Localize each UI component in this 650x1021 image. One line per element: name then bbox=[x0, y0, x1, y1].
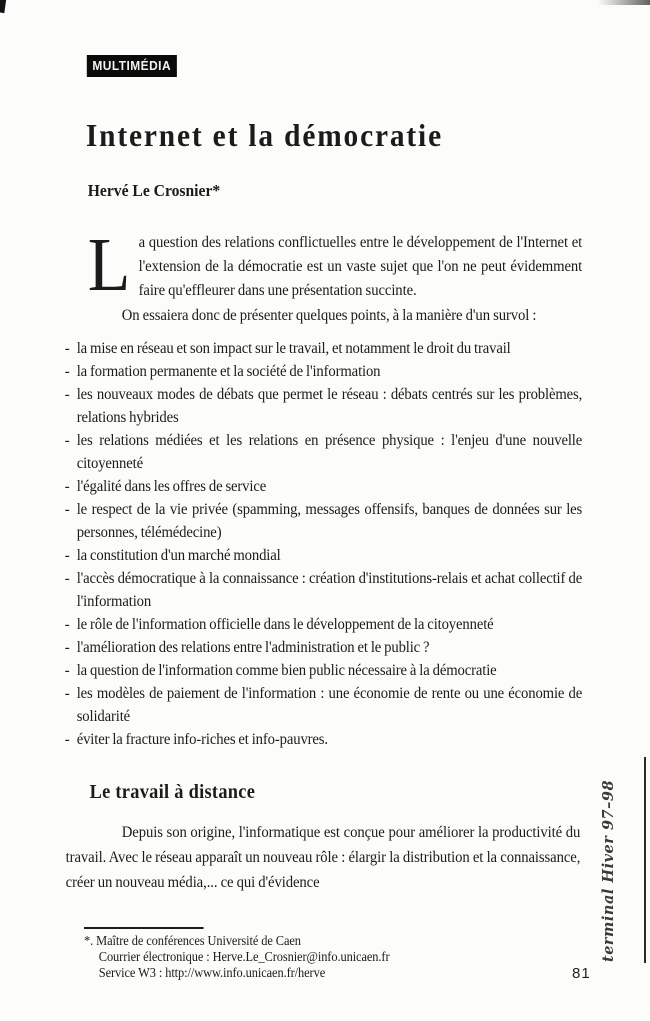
dash-bullet: - bbox=[64, 501, 70, 518]
topics-list bbox=[62, 337, 582, 751]
list-item-text: les relations médiées et les relations en présence physique : l'enjeu d'une nouvelle citoyenneté bbox=[76, 432, 583, 472]
list-item-text: la question de l'information comme bien public nécessaire à la démocratie bbox=[76, 662, 497, 679]
intro-paragraph-text: a question des relations conflictuelles entre le développement de l'Internet et l'extension de la démocratie est un vaste sujet que l'on ne peut évidemment faire qu'effleurer dans une présentation succinte. bbox=[138, 234, 583, 299]
dash-bullet: - bbox=[64, 731, 70, 748]
dash-bullet: - bbox=[64, 639, 70, 656]
intro-paragraph bbox=[87, 223, 583, 307]
page-number: 81 bbox=[572, 965, 591, 982]
list-item bbox=[62, 659, 582, 682]
list-item bbox=[62, 636, 582, 659]
dash-bullet: - bbox=[64, 340, 70, 357]
list-item-text: l'accès démocratique à la connaissance : création d'institutions-relais et achat collectif de l'information bbox=[76, 570, 583, 610]
journal-side-label: terminal Hiver 97–98 bbox=[600, 779, 617, 962]
list-item-text: la mise en réseau et son impact sur le travail, et notamment le droit du travail bbox=[76, 340, 511, 357]
list-item-text: la formation permanente et la société de l'information bbox=[76, 363, 381, 380]
list-item bbox=[62, 728, 582, 751]
rubric-badge: MULTIMÉDIA bbox=[87, 55, 177, 77]
dash-bullet: - bbox=[64, 570, 70, 587]
dash-bullet: - bbox=[64, 662, 70, 679]
list-item-text: l'égalité dans les offres de service bbox=[76, 478, 267, 495]
article-title: Internet et la démocratie bbox=[85, 117, 443, 153]
drop-cap-letter: L bbox=[87, 223, 131, 307]
list-item bbox=[62, 360, 582, 383]
dash-bullet: - bbox=[64, 478, 70, 495]
list-item bbox=[62, 337, 582, 360]
list-item-text: les modèles de paiement de l'information : une économie de rente ou une économie de solidarité bbox=[76, 685, 583, 725]
dash-bullet: - bbox=[64, 685, 70, 702]
scan-mark-top-left bbox=[0, 0, 7, 13]
list-item-text: les nouveaux modes de débats que permet le réseau : débats centrés sur les problèmes, relations hybrides bbox=[76, 386, 583, 426]
survol-paragraph: On essaiera donc de présenter quelques points, à la manière d'un survol : bbox=[121, 307, 537, 324]
list-item-text: éviter la fracture info-riches et info-pauvres. bbox=[76, 731, 328, 748]
dash-bullet: - bbox=[64, 547, 70, 564]
list-item bbox=[62, 613, 582, 636]
footnote-email: Courrier électronique : Herve.Le_Crosnier@info.unicaen.fr bbox=[98, 949, 390, 964]
section-heading: Le travail à distance bbox=[89, 781, 256, 803]
list-item-text: le rôle de l'information officielle dans le développement de la citoyenneté bbox=[76, 616, 494, 633]
dash-bullet: - bbox=[64, 386, 70, 403]
dash-bullet: - bbox=[64, 363, 70, 380]
dash-bullet: - bbox=[64, 616, 70, 633]
list-item-text: l'amélioration des relations entre l'administration et le public ? bbox=[76, 639, 430, 656]
list-item-text: la constitution d'un marché mondial bbox=[76, 547, 281, 564]
footnote-website: Service W3 : http://www.info.unicaen.fr/herve bbox=[98, 965, 326, 980]
side-rule bbox=[644, 757, 646, 963]
footnote-affiliation: *. Maître de conférences Université de Caen bbox=[84, 933, 301, 948]
section-paragraph: Depuis son origine, l'informatique est conçue pour améliorer la productivité du travail. Avec le réseau apparaît un nouveau rôle : élargir la distribution et la connaissance, créer un nouveau média,... ce qui d'évidence bbox=[65, 824, 581, 891]
footnote-block bbox=[84, 927, 582, 981]
article-column bbox=[62, 55, 582, 981]
list-item bbox=[62, 682, 582, 728]
list-item bbox=[62, 567, 582, 613]
list-item bbox=[62, 498, 582, 544]
scan-smudge-top-right bbox=[598, 0, 650, 5]
list-item bbox=[62, 429, 582, 475]
list-item bbox=[62, 475, 582, 498]
intro-section bbox=[87, 223, 583, 328]
list-item bbox=[62, 544, 582, 567]
footnote-rule bbox=[84, 927, 203, 929]
list-item bbox=[62, 383, 582, 429]
list-item-text: le respect de la vie privée (spamming, messages offensifs, banques de données sur les personnes, télémédecine) bbox=[76, 501, 583, 541]
author-byline: Hervé Le Crosnier* bbox=[87, 181, 221, 200]
dash-bullet: - bbox=[64, 432, 70, 449]
